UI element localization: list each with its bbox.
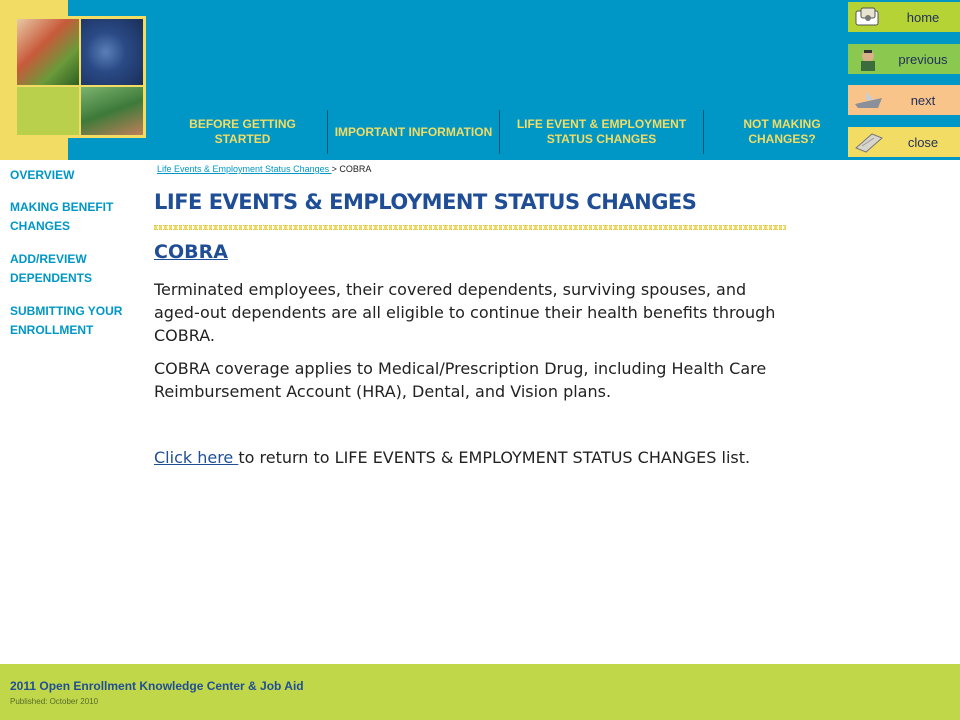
- previous-icon: [852, 47, 886, 71]
- close-button[interactable]: [848, 127, 960, 157]
- return-line: [154, 446, 784, 469]
- breadcrumb: [157, 164, 371, 174]
- photo-green-block: [17, 87, 79, 135]
- sidebar-item-making-benefit-changes[interactable]: MAKING BENEFIT CHANGES: [10, 200, 114, 233]
- page-title: LIFE EVENTS & EMPLOYMENT STATUS CHANGES: [154, 190, 697, 214]
- click-here-link[interactable]: Click here: [154, 448, 239, 467]
- tab-important-information[interactable]: IMPORTANT INFORMATION: [328, 110, 500, 154]
- header-banner: [0, 0, 960, 160]
- home-label: home: [906, 9, 940, 25]
- tab-before-getting-started[interactable]: BEFORE GETTING STARTED: [158, 110, 328, 154]
- close-icon: [852, 130, 886, 154]
- photo-food: [17, 19, 79, 85]
- next-button[interactable]: [848, 85, 960, 115]
- breadcrumb-link[interactable]: Life Events & Employment Status Changes: [157, 164, 332, 174]
- breadcrumb-current: > COBRA: [331, 164, 372, 174]
- footer-published: Published: October 2010: [10, 697, 99, 706]
- close-label: close: [907, 134, 939, 150]
- photo-family: [81, 87, 143, 135]
- next-icon: [852, 88, 886, 112]
- sidebar-item-submitting-your-enrollment[interactable]: SUBMITTING YOUR ENROLLMENT: [10, 304, 123, 337]
- top-navigation: [158, 110, 860, 154]
- section-heading[interactable]: COBRA: [154, 241, 228, 263]
- next-label: next: [910, 92, 936, 108]
- sidebar-item-add-review-dependents[interactable]: ADD/REVIEW DEPENDENTS: [10, 252, 93, 285]
- photo-blueberries: [81, 19, 143, 85]
- home-icon: [852, 5, 886, 29]
- home-button[interactable]: [848, 2, 960, 32]
- header-photo-collage: [14, 16, 146, 138]
- title-divider: [154, 225, 786, 230]
- previous-label: previous: [898, 51, 948, 67]
- tab-not-making-changes[interactable]: NOT MAKING CHANGES?: [743, 117, 821, 146]
- paragraph-eligibility: Terminated employees, their covered dependents, surviving spouses, and aged-out dependents are all eligible to continue their health benefits through COBRA.: [154, 280, 776, 345]
- footer-title: 2011 Open Enrollment Knowledge Center & Job Aid: [10, 679, 304, 693]
- sidebar: [0, 160, 138, 664]
- tab-life-event-employment-status-changes[interactable]: LIFE EVENT & EMPLOYMENT STATUS CHANGES: [500, 110, 704, 154]
- sidebar-item-overview[interactable]: OVERVIEW: [10, 168, 75, 182]
- return-text: to return to LIFE EVENTS & EMPLOYMENT STATUS CHANGES list.: [238, 448, 751, 467]
- paragraph-coverage: COBRA coverage applies to Medical/Prescription Drug, including Health Care Reimbursement Account (HRA), Dental, and Vision plans.: [154, 359, 767, 401]
- previous-button[interactable]: [848, 44, 960, 74]
- footer: [0, 664, 960, 720]
